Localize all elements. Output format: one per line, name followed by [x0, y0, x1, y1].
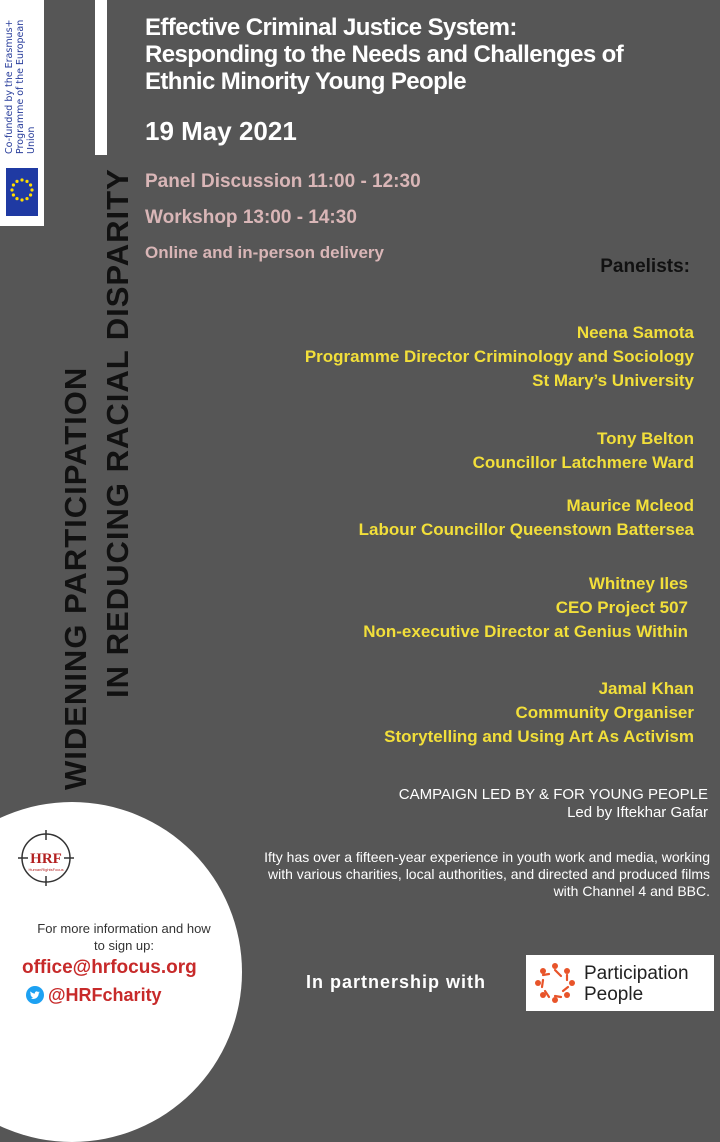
- title-line: Responding to the Needs and Challenges of: [145, 41, 624, 68]
- event-title: [145, 14, 705, 95]
- workshop-time: Workshop 13:00 - 14:30: [145, 207, 357, 228]
- delivery-mode: Online and in-person delivery: [145, 243, 384, 262]
- hrf-logo-subtext: HumanRightsFocus: [28, 867, 64, 872]
- partner-line: People: [584, 984, 644, 1005]
- panelist-role: Councillor Latchmere Ward: [472, 453, 694, 472]
- panelist: [363, 572, 688, 644]
- participation-people-logo: [526, 955, 714, 1011]
- eu-flag-icon: [6, 168, 38, 216]
- hrf-logo-text: HRF: [30, 851, 62, 867]
- vertical-title-line-1: WIDENING PARTICIPATION: [58, 366, 93, 790]
- campaign-heading: CAMPAIGN LED BY & FOR YOUNG PEOPLE: [398, 786, 708, 803]
- panelist-org: Non-executive Director at Genius Within: [363, 622, 688, 641]
- participation-people-text: [584, 963, 689, 1005]
- panelist-name: Neena Samota: [576, 323, 694, 342]
- decorative-bar: [95, 0, 107, 155]
- people-circle-icon: [532, 960, 578, 1006]
- twitter-handle-text: @HRFcharity: [48, 985, 162, 1005]
- panelist-role: CEO Project 507: [555, 598, 688, 617]
- panelist-name: Whitney Iles: [588, 574, 688, 593]
- twitter-icon: [26, 986, 44, 1004]
- panelist: [305, 321, 694, 393]
- contact-email[interactable]: office@hrfocus.org: [22, 957, 197, 978]
- vertical-title-line-2: IN REDUCING RACIAL DISPARITY: [100, 168, 135, 698]
- eu-cofund-text: Co-funded by the Erasmus+ Programme of the European Union: [4, 19, 37, 154]
- panelist-role: Programme Director Criminology and Sociology: [304, 347, 694, 366]
- panelist-org: St Mary’s University: [532, 371, 694, 390]
- twitter-handle[interactable]: [26, 985, 162, 1006]
- info-line: For more information and how: [37, 921, 211, 936]
- panelist-topic: Storytelling and Using Art As Activism: [384, 727, 694, 746]
- panelist-name: Maurice Mcleod: [566, 496, 694, 515]
- panel-time: Panel Discussion 11:00 - 12:30: [145, 171, 421, 192]
- panelists-heading: Panelists:: [600, 256, 690, 277]
- panelist-role: Community Organiser: [515, 703, 694, 722]
- panelist-name: Jamal Khan: [598, 679, 694, 698]
- title-line: Effective Criminal Justice System:: [145, 14, 517, 41]
- panelist-name: Tony Belton: [597, 429, 694, 448]
- event-date: 19 May 2021: [145, 116, 297, 146]
- campaign-bio: Ifty has over a fifteen-year experience in youth work and media, working with various charities, local authorities, and directed and produced films with Channel 4 and BBC.: [264, 849, 710, 899]
- info-line: to sign up:: [94, 938, 154, 953]
- campaign-lead: Led by Iftekhar Gafar: [567, 804, 708, 821]
- panelist: [473, 427, 694, 475]
- panelist: [359, 494, 694, 542]
- title-line: Ethnic Minority Young People: [145, 68, 466, 95]
- partner-line: Participation: [584, 963, 689, 984]
- panelist-role: Labour Councillor Queenstown Battersea: [358, 520, 694, 539]
- panelist: [384, 677, 694, 749]
- eu-badge: [0, 0, 44, 226]
- hrf-logo: [18, 830, 74, 886]
- partnership-label: In partnership with: [306, 972, 487, 992]
- contact-info: [14, 920, 234, 954]
- campaign-block: [399, 786, 708, 822]
